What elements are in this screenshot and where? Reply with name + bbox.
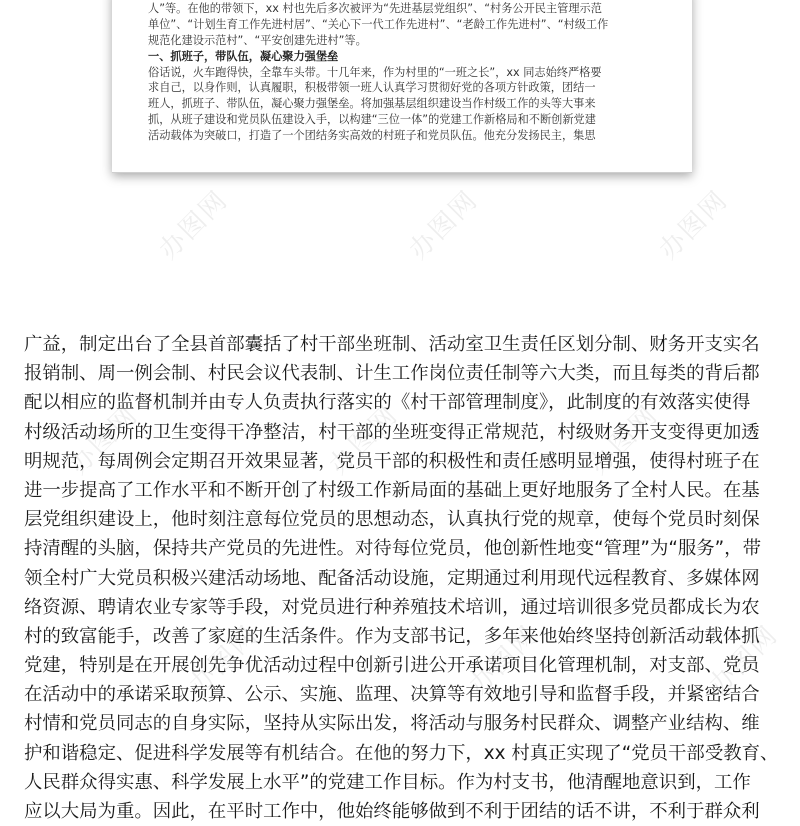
article-line: 层党组织建设上，他时刻注意每位党员的思想动态，认真执行党的规章，使每个党员时刻保 [24,509,760,531]
preview-line: 规范化建设示范村”、“平安创建先进村”等。 [148,33,367,47]
watermark: 办图网 [153,184,235,266]
watermark: 办图网 [653,184,735,266]
article-line: 持清醒的头脑，保持共产党员的先进性。对待每位党员，他创新性地变“管理”为“服务”，带 [24,538,761,560]
watermark: 办图网 [703,619,785,701]
article-line: 村级活动场所的卫生变得干净整洁，村干部的坐班变得正常规范，村级财务开支变得更加透 [24,421,760,443]
preview-line: 活动载体为突破口，打造了一个团结务实高效的村班子和党员队伍。他充分发扬民主，集思 [148,129,596,143]
preview-line: 俗话说，火车跑得快，全靠车头带。十几年来，作为村里的“一班之长”，xx 同志始终严格要 [148,65,602,79]
watermark: 办图网 [183,619,265,701]
article-line: 党建，特别是在开展创先争优活动过程中创新引进公开承诺项目化管理机制，对支部、党员 [24,655,760,677]
preview-line: 单位”、“计划生育工作先进村居”、“关心下一代工作先进村”、“老龄工作先进村”、“村级工作 [148,17,609,31]
preview-content [148,0,648,144]
watermark: 办图网 [463,619,545,701]
preview-line: 班人，抓班子、带队伍，凝心聚力强堡垒。将加强基层组织建设当作村级工作的头等大事来 [148,97,596,111]
article-line: 明规范，每周例会定期召开效果显著，党员干部的积极性和责任感明显增强，使得村班子在 [24,450,760,472]
article-line: 广益，制定出台了全县首部囊括了村干部坐班制、活动室卫生责任区划分制、财务开支实名 [24,334,760,355]
article-line: 护和谐稳定、促进科学发展等有机结合。在他的努力下，xx 村真正实现了“党员干部受教育、 [24,742,779,764]
article-line: 应以大局为重。因此，在平时工作中，他始终能够做到不利于团结的话不讲，不利于群众利 [24,801,760,822]
watermark: 办图网 [323,399,405,481]
watermark: 办图网 [403,184,485,266]
preview-line: 人”等。在他的带领下，xx 村也先后多次被评为“先进基层党组织”、“村务公开民主管理示范 [148,1,602,15]
watermark: 办图网 [63,399,145,481]
article-line: 村情和党员同志的自身实际，坚持从实际出发，将活动与服务村民群众、调整产业结构、维 [24,713,760,735]
preview-line: 抓，从班子建设和党员队伍建设入手，以构建“三位一体”的党建工作新格局和不断创新党建 [148,113,596,127]
article-line: 领全村广大党员积极兴建活动场地、配备活动设施，定期通过利用现代远程教育、多媒体网 [24,567,760,589]
preview-line: 求自己，以身作则，认真履职，积极带领一班人认真学习贯彻好党的各项方针政策，团结一 [148,81,596,95]
preview-section-heading: 一、抓班子，带队伍，凝心聚力强堡垒 [148,49,339,63]
article-line: 村的致富能手，改善了家庭的生活条件。作为支部书记，多年来他始终坚持创新活动载体抓 [24,625,760,647]
article-body [0,330,800,822]
article-line: 在活动中的承诺采取预算、公示、实施、监理、决算等有效地引导和监督手段，并紧密结合 [24,684,760,706]
article-paragraph [24,330,784,826]
document-preview-card [112,0,692,173]
watermark: 办图网 [583,399,665,481]
article-line: 人民群众得实惠、科学发展上水平”的党建工作目标。作为村支书，他清醒地意识到，工作 [24,771,751,793]
article-line: 报销制、周一例会制、村民会议代表制、计生工作岗位责任制等六大类，而且每类的背后都 [24,363,760,385]
article-line: 进一步提高了工作水平和不断开创了村级工作新局面的基础上更好地服务了全村人民。在基 [24,479,760,501]
article-line: 络资源、聘请农业专家等手段，对党员进行种养殖技术培训，通过培训很多党员都成长为农 [24,596,760,618]
article-line: 配以相应的监督机制并由专人负责执行落实的《村干部管理制度》，此制度的有效落实使得 [24,392,751,414]
